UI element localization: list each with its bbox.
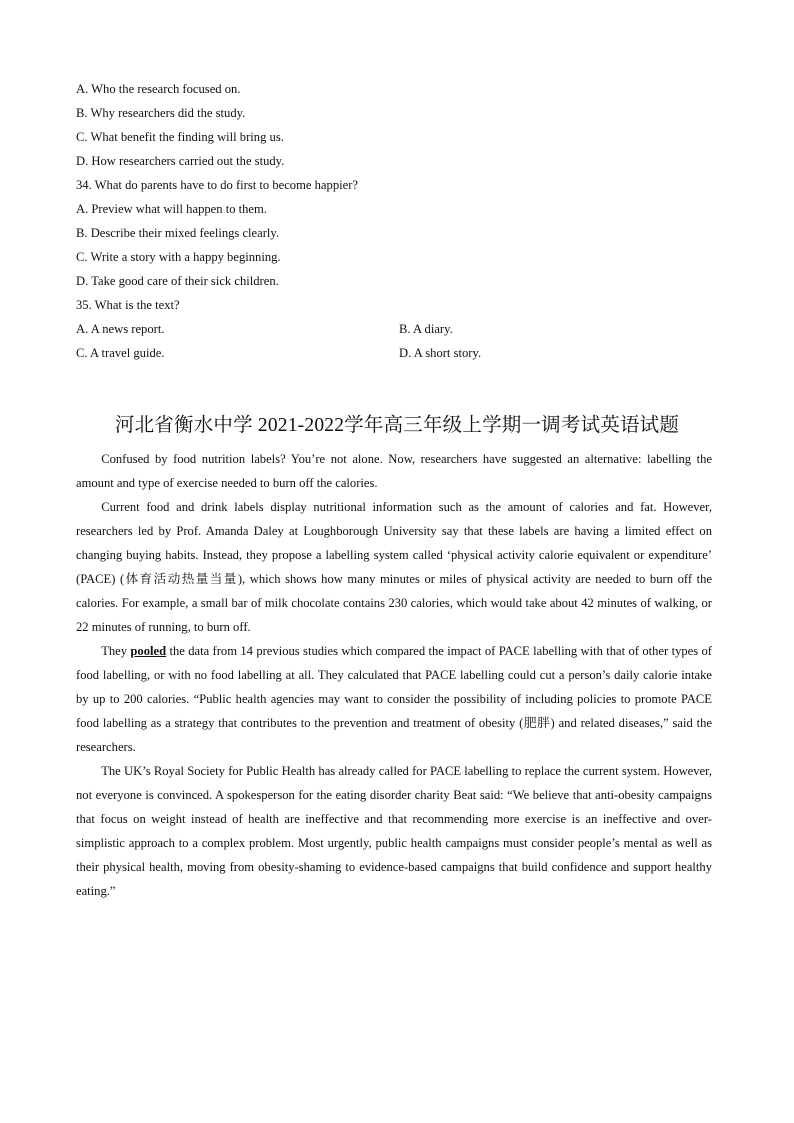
q33-option-b: B. Why researchers did the study. <box>76 106 246 120</box>
q35-option-b: B. A diary. <box>399 322 453 336</box>
underlined-keyword: pooled <box>130 644 167 658</box>
question-options-block <box>76 77 716 365</box>
passage-paragraph-4: The UK’s Royal Society for Public Health has already called for PACE labelling to replace the current system. However, not everyone is convinced. A spokesperson for the eating disorder charity Beat said: “We believe that anti-obesity campaigns that focus on weight instead of health are ineffective and that recommending more exercise is an ineffective and over-simplistic approach to a complex problem. Most urgently, public health campaigns must consider people’s mental as well as their physical health, moving from obesity-shaming to evidence-based campaigns that build confidence and support healthy eating.” <box>76 764 712 898</box>
q34-stem: 34. What do parents have to do first to become happier? <box>76 178 358 192</box>
reading-passage <box>76 447 712 903</box>
q35-options-row-1 <box>76 317 716 341</box>
q34-option-a: A. Preview what will happen to them. <box>76 202 267 216</box>
q35-option-c: C. A travel guide. <box>76 346 165 360</box>
passage-paragraph-1: Confused by food nutrition labels? You’re not alone. Now, researchers have suggested an alternative: labelling the amount and type of exercise needed to burn off the calories. <box>76 452 712 490</box>
q34-option-d: D. Take good care of their sick children. <box>76 274 279 288</box>
paragraph-3-lead: They <box>101 644 131 658</box>
q35-options-row-2 <box>76 341 716 365</box>
q34-option-c: C. Write a story with a happy beginning. <box>76 250 281 264</box>
exam-title: 河北省衡水中学 2021-2022学年高三年级上学期一调考试英语试题 <box>114 415 680 436</box>
q34-option-b: B. Describe their mixed feelings clearly. <box>76 226 280 240</box>
paragraph-3-rest: the data from 14 previous studies which compared the impact of PACE labelling with that of other types of food labelling, or with no food labelling at all. They calculated that PACE labelling could cut a person’s daily calorie intake by up to 200 calories. “Public health agencies may want to consider the possibility of including policies to promote PACE food labelling as a strategy that contributes to the prevention and treatment of obesity (肥胖) and related diseases,” said the researchers. <box>76 644 712 754</box>
q33-option-c: C. What benefit the finding will bring us. <box>76 130 284 144</box>
q33-option-d: D. How researchers carried out the study. <box>76 154 285 168</box>
passage-paragraph-2: Current food and drink labels display nutritional information such as the amount of calories and fat. However, researchers led by Prof. Amanda Daley at Loughborough University say that these labels are having a limited effect on changing buying habits. Instead, they propose a labelling system called ‘physical activity calorie equivalent or expenditure’ (PACE) (体育活动热量当量), which shows how many minutes or miles of physical activity are needed to burn off the calories. For example, a small bar of milk chocolate contains 230 calories, which would take about 42 minutes of walking, or 22 minutes of running, to burn off. <box>76 500 712 634</box>
q35-stem: 35. What is the text? <box>76 298 180 312</box>
q35-option-d: D. A short story. <box>399 346 482 360</box>
passage-paragraph-3 <box>76 639 712 759</box>
q35-option-a: A. A news report. <box>76 322 165 336</box>
q33-option-a: A. Who the research focused on. <box>76 82 241 96</box>
